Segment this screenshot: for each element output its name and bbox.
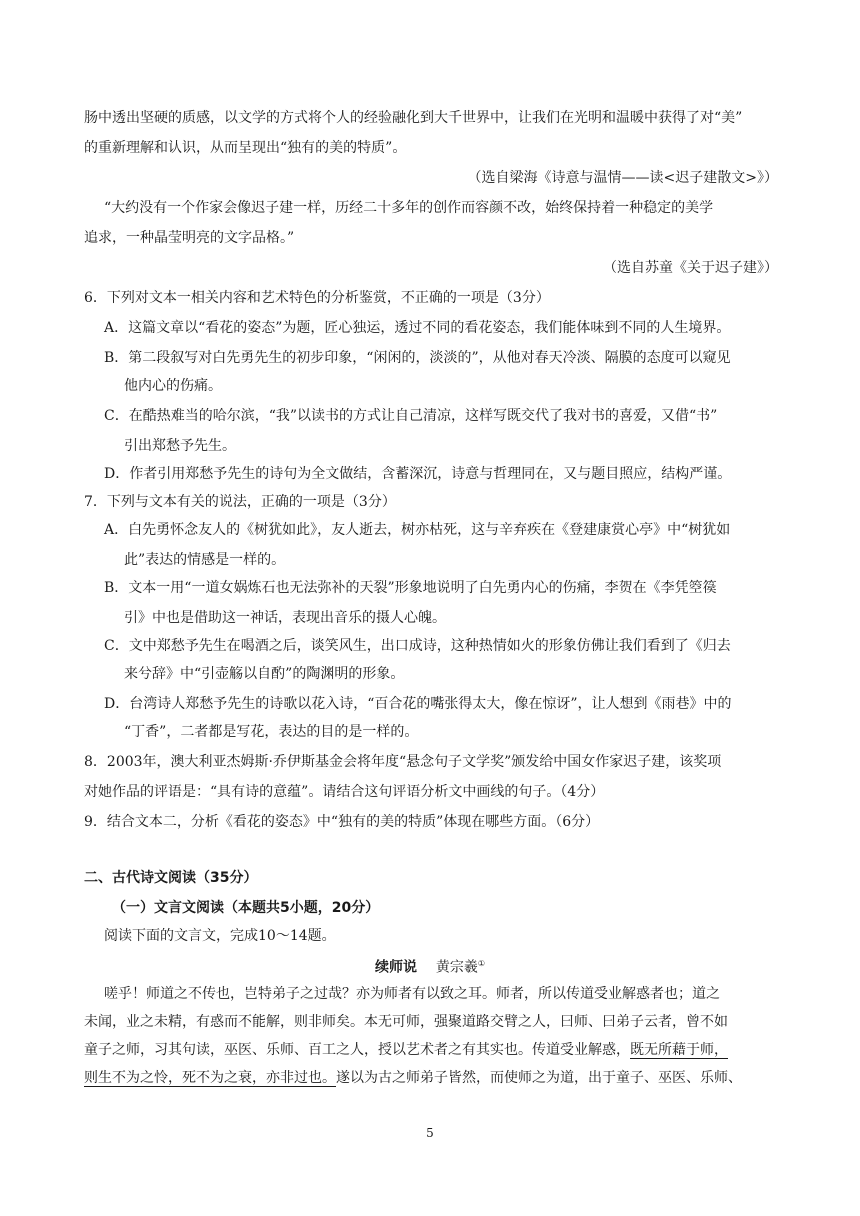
underlined-sentence: 则生不为之怜，死不为之衰，亦非过也。 [84, 1070, 336, 1086]
question-9: 9．结合文本二，分析《看花的姿态》中“独有的美的特质”体现在哪些方面。（6分） [84, 814, 600, 830]
passage-line: 肠中透出坚硬的质感，以文学的方式将个人的经验融化到大千世界中，让我们在光明和温暖中获得了对“美” [84, 110, 743, 126]
question-7-option-d-cont: “丁香”，二者都是写花，表达的目的是一样的。 [124, 724, 419, 740]
question-6-stem: 6．下列对文本一相关内容和艺术特色的分析鉴赏，不正确的一项是（3分） [84, 290, 550, 306]
question-6-option-a: A．这篇文章以“看花的姿态”为题，匠心独运，透过不同的看花姿态，我们能体味到不同的人生境界。 [104, 320, 731, 336]
footnote-marker: ① [477, 959, 486, 968]
quote-line: “大约没有一个作家会像迟子建一样，历经二十多年的创作而容颜不改，始终保持着一种稳定的美学 [104, 200, 714, 216]
question-7-option-b-cont: 引》中也是借助这一神话，表现出音乐的摄人心魄。 [124, 610, 446, 626]
question-7-option-b: B．文本一用“一道女娲炼石也无法弥补的天裂”形象地说明了白先勇内心的伤痛，李贺在《李凭箜篌 [104, 580, 717, 596]
essay-text: 童子之师，习其句读，巫医、乐师、百工之人，授以艺术者之有其实也。传道受业解惑， [84, 1042, 630, 1058]
source-citation: （选自苏童《关于迟子建》） [603, 260, 778, 276]
essay-paragraph-line [84, 1040, 728, 1060]
question-7-stem: 7．下列与文本有关的说法，正确的一项是（3分） [84, 494, 396, 510]
question-6-option-c: C．在酷热难当的哈尔滨，“我”以读书的方式让自己清凉，这样写既交代了我对书的喜爱，又借“书” [104, 408, 718, 424]
section-heading: 二、古代诗文阅读（35分） [84, 870, 258, 886]
source-citation: （选自梁海《诗意与温情——读<迟子建散文>》） [467, 170, 778, 186]
underlined-sentence: 既无所藉于师， [630, 1042, 728, 1058]
essay-text: 遂以为古之师弟子皆然，而使师之为道，出于童子、巫医、乐师、 [336, 1070, 742, 1086]
question-6-option-c-cont: 引出郑愁予先生。 [124, 438, 236, 454]
essay-author: 黄宗羲 [435, 959, 478, 976]
passage-line: 的重新理解和认识，从而呈现出“独有的美的特质”。 [84, 140, 407, 156]
question-6-option-b-cont: 他内心的伤痛。 [124, 378, 222, 394]
question-7-option-c-cont: 来兮辞》中“引壶觞以自酌”的陶渊明的形象。 [124, 666, 405, 682]
question-8-cont: 对她作品的评语是：“具有诗的意蕴”。请结合这句评语分析文中画线的句子。（4分） [84, 784, 605, 800]
question-7-option-a: A．白先勇怀念友人的《树犹如此》，友人逝去，树亦枯死，这与辛弃疾在《登建康赏心亭》中“树犹如 [104, 522, 731, 538]
question-7-option-a-cont: 此”表达的情感是一样的。 [124, 552, 286, 568]
essay-paragraph-line: 未闻，业之未精，有惑而不能解，则非师矣。本无可师，强聚道路交臂之人，曰师、曰弟子云者，曾不如 [84, 1014, 728, 1030]
question-6-option-b: B．第二段叙写对白先勇先生的初步印象，“闲闲的，淡淡的”，从他对春天冷淡、隔膜的态度可以窥见 [104, 350, 731, 366]
question-7-option-d: D．台湾诗人郑愁予先生的诗歌以花入诗，“百合花的嘴张得太大，像在惊讶”，让人想到《雨巷》中的 [104, 696, 732, 712]
question-6-option-d: D．作者引用郑愁予先生的诗句为全文做结，含蓄深沉，诗意与哲理同在，又与题目照应，结构严谨。 [104, 466, 732, 482]
subsection-heading: （一）文言文阅读（本题共5小题，20分） [112, 900, 380, 916]
reading-instruction: 阅读下面的文言文，完成10～14题。 [104, 928, 336, 944]
essay-paragraph-line [84, 1068, 742, 1088]
question-7-option-c: C．文中郑愁予先生在喝酒之后，谈笑风生，出口成诗，这种热情如火的形象仿佛让我们看到了《归去 [104, 638, 731, 654]
question-8: 8．2003年，澳大利亚杰姆斯·乔伊斯基金会将年度“悬念句子文学奖”颁发给中国女作家迟子建，该奖项 [84, 754, 722, 770]
essay-title: 续师说 [374, 959, 417, 976]
essay-title-line [0, 954, 860, 978]
page-number: 5 [426, 1126, 434, 1140]
quote-line: 追求，一种晶莹明亮的文字品格。” [84, 230, 295, 246]
essay-paragraph-line: 嗟乎！师道之不传也，岂特弟子之过哉？亦为师者有以致之耳。师者，所以传道受业解惑者也；道之 [104, 986, 720, 1002]
